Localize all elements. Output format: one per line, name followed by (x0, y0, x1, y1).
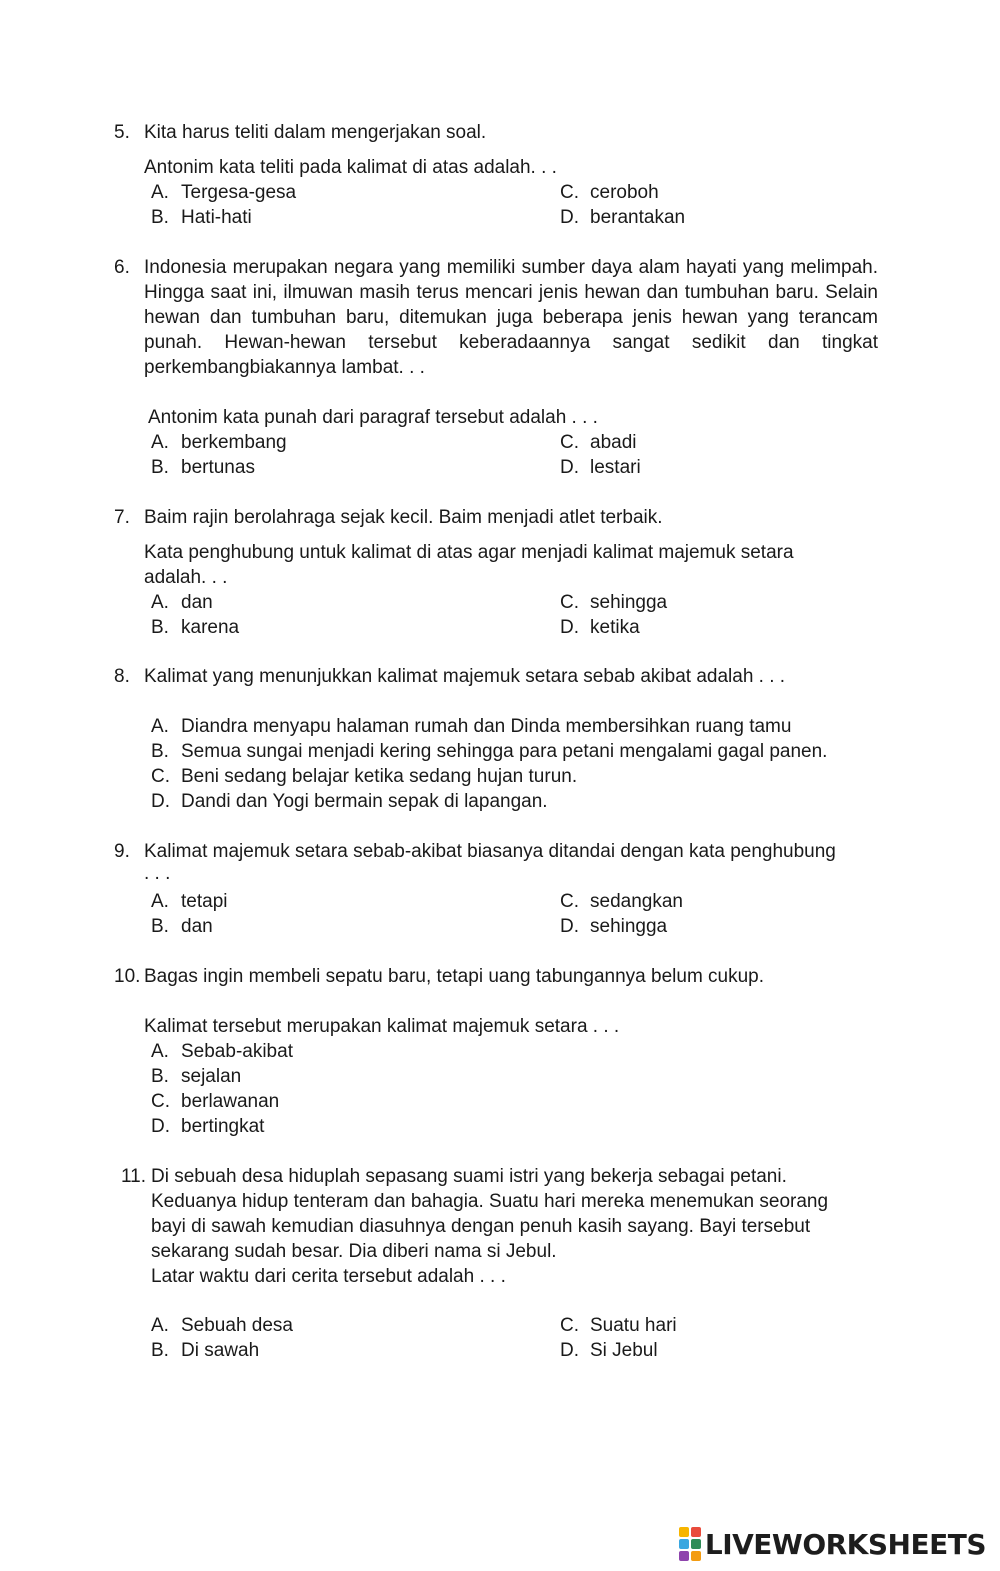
option-label: C. (560, 432, 579, 453)
option-label: B. (151, 617, 169, 638)
liveworksheets-logo-text: LIVEWORKSHEETS (704, 1527, 986, 1561)
question-stem-line: Di sebuah desa hiduplah sepasang suami istri yang bekerja sebagai petani. (151, 1166, 787, 1187)
option-label: C. (151, 766, 170, 787)
option-label: A. (151, 891, 169, 912)
option-label: B. (151, 1066, 169, 1087)
option-label: D. (151, 791, 170, 812)
option-label: A. (151, 1315, 169, 1336)
liveworksheets-logo (679, 1527, 986, 1561)
question-number: 7. (114, 507, 130, 528)
question-stem: Kita harus teliti dalam mengerjakan soal. (144, 122, 487, 143)
option-b[interactable] (151, 455, 255, 480)
question-number: 6. (114, 257, 130, 278)
question-stem: Kalimat yang menunjukkan kalimat majemuk setara sebab akibat adalah . . . (144, 666, 786, 687)
option-text: Tergesa-gesa (181, 182, 297, 203)
question-number: 11. (121, 1166, 147, 1187)
option-text: sehingga (590, 916, 668, 937)
option-label: A. (151, 716, 169, 737)
option-label: B. (151, 207, 169, 228)
question-number: 9. (114, 841, 130, 862)
option-b[interactable] (151, 615, 239, 640)
option-d[interactable] (151, 1114, 264, 1139)
option-label: C. (151, 1091, 170, 1112)
option-text: Di sawah (181, 1340, 260, 1361)
option-d[interactable] (560, 914, 667, 939)
option-label: D. (560, 207, 579, 228)
option-label: C. (560, 182, 579, 203)
option-a[interactable] (151, 590, 213, 615)
logo-tile (679, 1527, 689, 1537)
option-text: lestari (590, 457, 641, 478)
question-prompt: Kalimat tersebut merupakan kalimat majemuk setara . . . (144, 1016, 620, 1037)
question-number: 5. (114, 122, 130, 143)
option-a[interactable] (151, 714, 791, 739)
option-text: Dandi dan Yogi bermain sepak di lapangan. (181, 791, 548, 812)
option-text: sedangkan (590, 891, 683, 912)
question-prompt: Antonim kata teliti pada kalimat di atas adalah. . . (144, 157, 557, 178)
option-text: Si Jebul (590, 1340, 658, 1361)
option-a[interactable] (151, 889, 227, 914)
option-text: abadi (590, 432, 637, 453)
option-text: dan (181, 916, 213, 937)
logo-tile (691, 1527, 701, 1537)
option-d[interactable] (560, 205, 685, 230)
option-text: Sebuah desa (181, 1315, 293, 1336)
option-a[interactable] (151, 1039, 293, 1064)
question-stem: Baim rajin berolahraga sejak kecil. Baim menjadi atlet terbaik. (144, 507, 663, 528)
option-label: B. (151, 916, 169, 937)
option-d[interactable] (560, 1338, 658, 1363)
question-number: 10. (114, 966, 141, 987)
option-b[interactable] (151, 205, 252, 230)
option-text: ceroboh (590, 182, 659, 203)
option-text: sejalan (181, 1066, 242, 1087)
option-c[interactable] (560, 430, 637, 455)
logo-tile (691, 1551, 701, 1561)
option-text: Beni sedang belajar ketika sedang hujan turun. (181, 766, 578, 787)
option-text: Diandra menyapu halaman rumah dan Dinda membersihkan ruang tamu (181, 716, 792, 737)
question-stem-line-1: Kalimat majemuk setara sebab-akibat biasanya ditandai dengan kata penghubung (144, 841, 836, 862)
option-label: A. (151, 1041, 169, 1062)
option-text: karena (181, 617, 240, 638)
option-a[interactable] (151, 180, 296, 205)
option-text: berkembang (181, 432, 287, 453)
question-stem-line-2: . . . (144, 863, 171, 884)
option-text: dan (181, 592, 213, 613)
option-label: C. (560, 592, 579, 613)
question-stem: Indonesia merupakan negara yang memiliki sumber daya alam hayati yang melimpah. Hingga saat ini, ilmuwan masih terus mencari jenis hewan dan tumbuhan baru. Selain hewan dan tumbuhan baru, ditemukan juga beberapa jenis hewan yang terancam punah. Hewan-hewan tersebut keberadaannya sangat sedikit dan tingkat perkembangbiakannya lambat. . . (144, 257, 878, 378)
option-label: D. (560, 457, 579, 478)
question-prompt-line-1: Kata penghubung untuk kalimat di atas agar menjadi kalimat majemuk setara (144, 542, 794, 563)
option-text: berlawanan (181, 1091, 280, 1112)
option-label: A. (151, 592, 169, 613)
option-c[interactable] (151, 1089, 279, 1114)
option-c[interactable] (560, 590, 667, 615)
option-b[interactable] (151, 914, 213, 939)
option-label: B. (151, 457, 169, 478)
option-d[interactable] (560, 615, 640, 640)
option-label: C. (560, 1315, 579, 1336)
option-d[interactable] (151, 789, 548, 814)
question-stem-line: sekarang sudah besar. Dia diberi nama si Jebul. (151, 1241, 557, 1262)
question-prompt: Antonim kata punah dari paragraf tersebut adalah . . . (148, 407, 598, 428)
option-d[interactable] (560, 455, 641, 480)
liveworksheets-logo-icon (679, 1527, 701, 1561)
option-label: C. (560, 891, 579, 912)
option-text: bertunas (181, 457, 255, 478)
question-stem-line: bayi di sawah kemudian diasuhnya dengan penuh kasih sayang. Bayi tersebut (151, 1216, 811, 1237)
option-b[interactable] (151, 739, 827, 764)
option-label: D. (560, 1340, 579, 1361)
logo-tile (691, 1539, 701, 1549)
option-label: A. (151, 432, 169, 453)
question-prompt: Latar waktu dari cerita tersebut adalah . . . (151, 1266, 506, 1287)
option-label: D. (560, 916, 579, 937)
option-label: D. (151, 1116, 170, 1137)
option-label: B. (151, 1340, 169, 1361)
option-label: B. (151, 741, 169, 762)
option-b[interactable] (151, 1338, 259, 1363)
option-c[interactable] (560, 1313, 677, 1338)
logo-tile (679, 1539, 689, 1549)
question-prompt-line-2: adalah. . . (144, 567, 228, 588)
option-text: ketika (590, 617, 640, 638)
question-number: 8. (114, 666, 130, 687)
option-c[interactable] (151, 764, 577, 789)
option-text: bertingkat (181, 1116, 265, 1137)
option-b[interactable] (151, 1064, 241, 1089)
option-label: A. (151, 182, 169, 203)
option-a[interactable] (151, 430, 287, 455)
option-text: berantakan (590, 207, 686, 228)
option-text: Sebab-akibat (181, 1041, 293, 1062)
option-a[interactable] (151, 1313, 293, 1338)
question-stem: Bagas ingin membeli sepatu baru, tetapi uang tabungannya belum cukup. (144, 966, 765, 987)
option-text: Semua sungai menjadi kering sehingga para petani mengalami gagal panen. (181, 741, 828, 762)
logo-tile (679, 1551, 689, 1561)
option-c[interactable] (560, 889, 683, 914)
option-text: Hati-hati (181, 207, 252, 228)
option-label: D. (560, 617, 579, 638)
option-text: tetapi (181, 891, 228, 912)
option-text: sehingga (590, 592, 668, 613)
option-c[interactable] (560, 180, 659, 205)
option-text: Suatu hari (590, 1315, 677, 1336)
question-stem-line: Keduanya hidup tenteram dan bahagia. Suatu hari mereka menemukan seorang (151, 1191, 829, 1212)
